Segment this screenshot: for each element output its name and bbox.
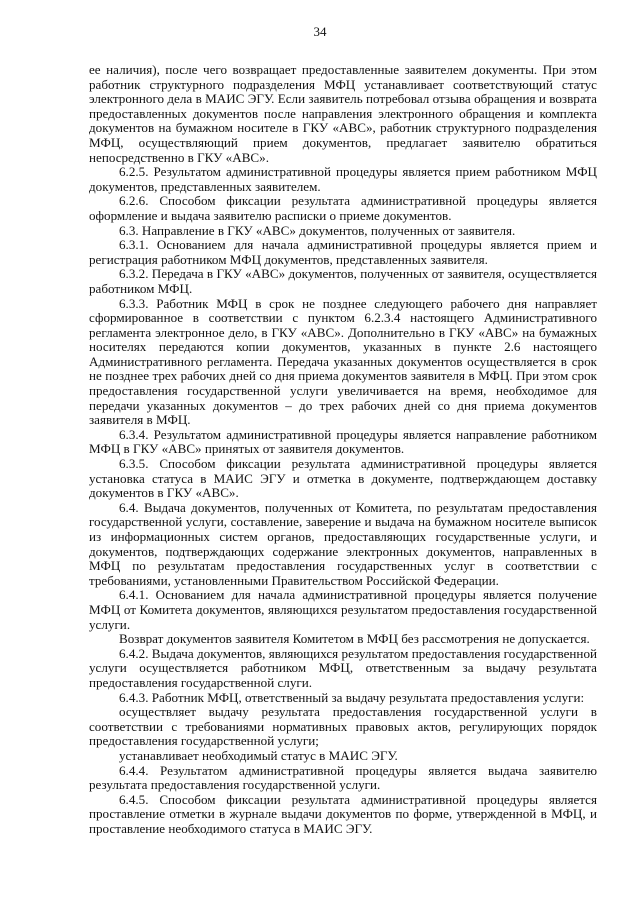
section-heading: 6.4. Выдача документов, полученных от Комитета, по результатам предоставления государственной услуги, составление, заверение и выдача на бумажном носителе выписок из информационных систем органов, предоставляющих государственные услуги, и документов, подтверждающих содержание электронных документов, направленных в МФЦ по результатам предоставления государственных услуг в соответствии с требованиями, установленными Правительством Российской Федерации. bbox=[89, 499, 597, 588]
paragraph: 6.3.5. Способом фиксации результата административной процедуры является установка статуса в МАИС ЭГУ и отметка в документе, подтверждающем доставку документов в ГКУ «АВС». bbox=[89, 456, 597, 501]
paragraph: Возврат документов заявителя Комитетом в МФЦ без рассмотрения не допускается. bbox=[119, 631, 590, 647]
paragraph: 6.2.5. Результатом административной процедуры является прием работником МФЦ документов, представленных заявителем. bbox=[89, 164, 597, 194]
paragraph: осуществляет выдачу результата предоставления государственной услуги в соответствии с требованиями нормативных правовых актов, регулирующих порядок предоставления государственной услуги; bbox=[89, 704, 597, 749]
paragraph: 6.4.1. Основанием для начала административной процедуры является получение МФЦ от Комитета документов, являющихся результатом предоставления государственной услуги. bbox=[89, 587, 597, 632]
paragraph: 6.4.4. Результатом административной процедуры является выдача заявителю результата предоставления государственной услуги. bbox=[89, 762, 597, 793]
paragraph: 6.3.3. Работник МФЦ в срок не позднее следующего рабочего дня направляет сформированное в соответствии с пунктом 6.2.3.4 настоящего Административного регламента электронное дело, в ГКУ «АВС». Дополнительно в ГКУ «АВС» на бумажных носителях передаются копии документов, указанных в пункте 2.6 настоящего Административного регламента. Передача указанных документов осуществляется в срок не позднее трех рабочих дней со дня приема документов заявителя в МФЦ. При этом срок предоставления государственной услуги увеличивается на время, необходимое для передачи указанных документов – до трех рабочих дней со дня приема документов заявителя в МФЦ. bbox=[89, 295, 597, 428]
paragraph: 6.4.3. Работник МФЦ, ответственный за выдачу результата предоставления услуги: bbox=[119, 689, 585, 705]
page-number: 34 bbox=[313, 24, 327, 39]
paragraph: устанавливает необходимый статус в МАИС ЭГУ. bbox=[119, 747, 398, 763]
paragraph: 6.3.4. Результатом административной процедуры является направление работником МФЦ в ГКУ «АВС» принятых от заявителя документов. bbox=[89, 426, 597, 457]
paragraph: 6.4.2. Выдача документов, являющихся результатом предоставления государственной услуги осуществляется работником МФЦ, ответственным за выдачу результата предоставления государственной слуги. bbox=[89, 645, 597, 690]
paragraph: ее наличия), после чего возвращает предоставленные заявителем документы. При этом работник структурного подразделения МФЦ устанавливает соответствующий статус электронного дела в МАИС ЭГУ. Если заявитель потребовал отзыва обращения и возврата предоставленных документов после направления электронного обращения и комплекта документов на бумажном носителе в ГКУ «АВС», работник структурного подразделения МФЦ, осуществляющий прием документов, предлагает заявителю обратиться непосредственно в ГКУ «АВС». bbox=[89, 62, 597, 165]
paragraph: 6.4.5. Способом фиксации результата административной процедуры является проставление отметки в журнале выдачи документов по форме, утвержденной в МФЦ, и проставление необходимого статуса в МАИС ЭГУ. bbox=[89, 791, 597, 836]
paragraph: 6.3.1. Основанием для начала административной процедуры является прием и регистрация работником МФЦ документов, представленных заявителя. bbox=[89, 237, 597, 267]
paragraph: 6.3.2. Передача в ГКУ «АВС» документов, полученных от заявителя, осуществляется работником МФЦ. bbox=[89, 266, 597, 296]
paragraph: 6.2.6. Способом фиксации результата административной процедуры является оформление и выдача заявителю расписки о приеме документов. bbox=[89, 193, 597, 223]
document-body bbox=[89, 63, 597, 836]
section-heading: 6.3. Направление в ГКУ «АВС» документов, полученных от заявителя. bbox=[119, 222, 516, 238]
